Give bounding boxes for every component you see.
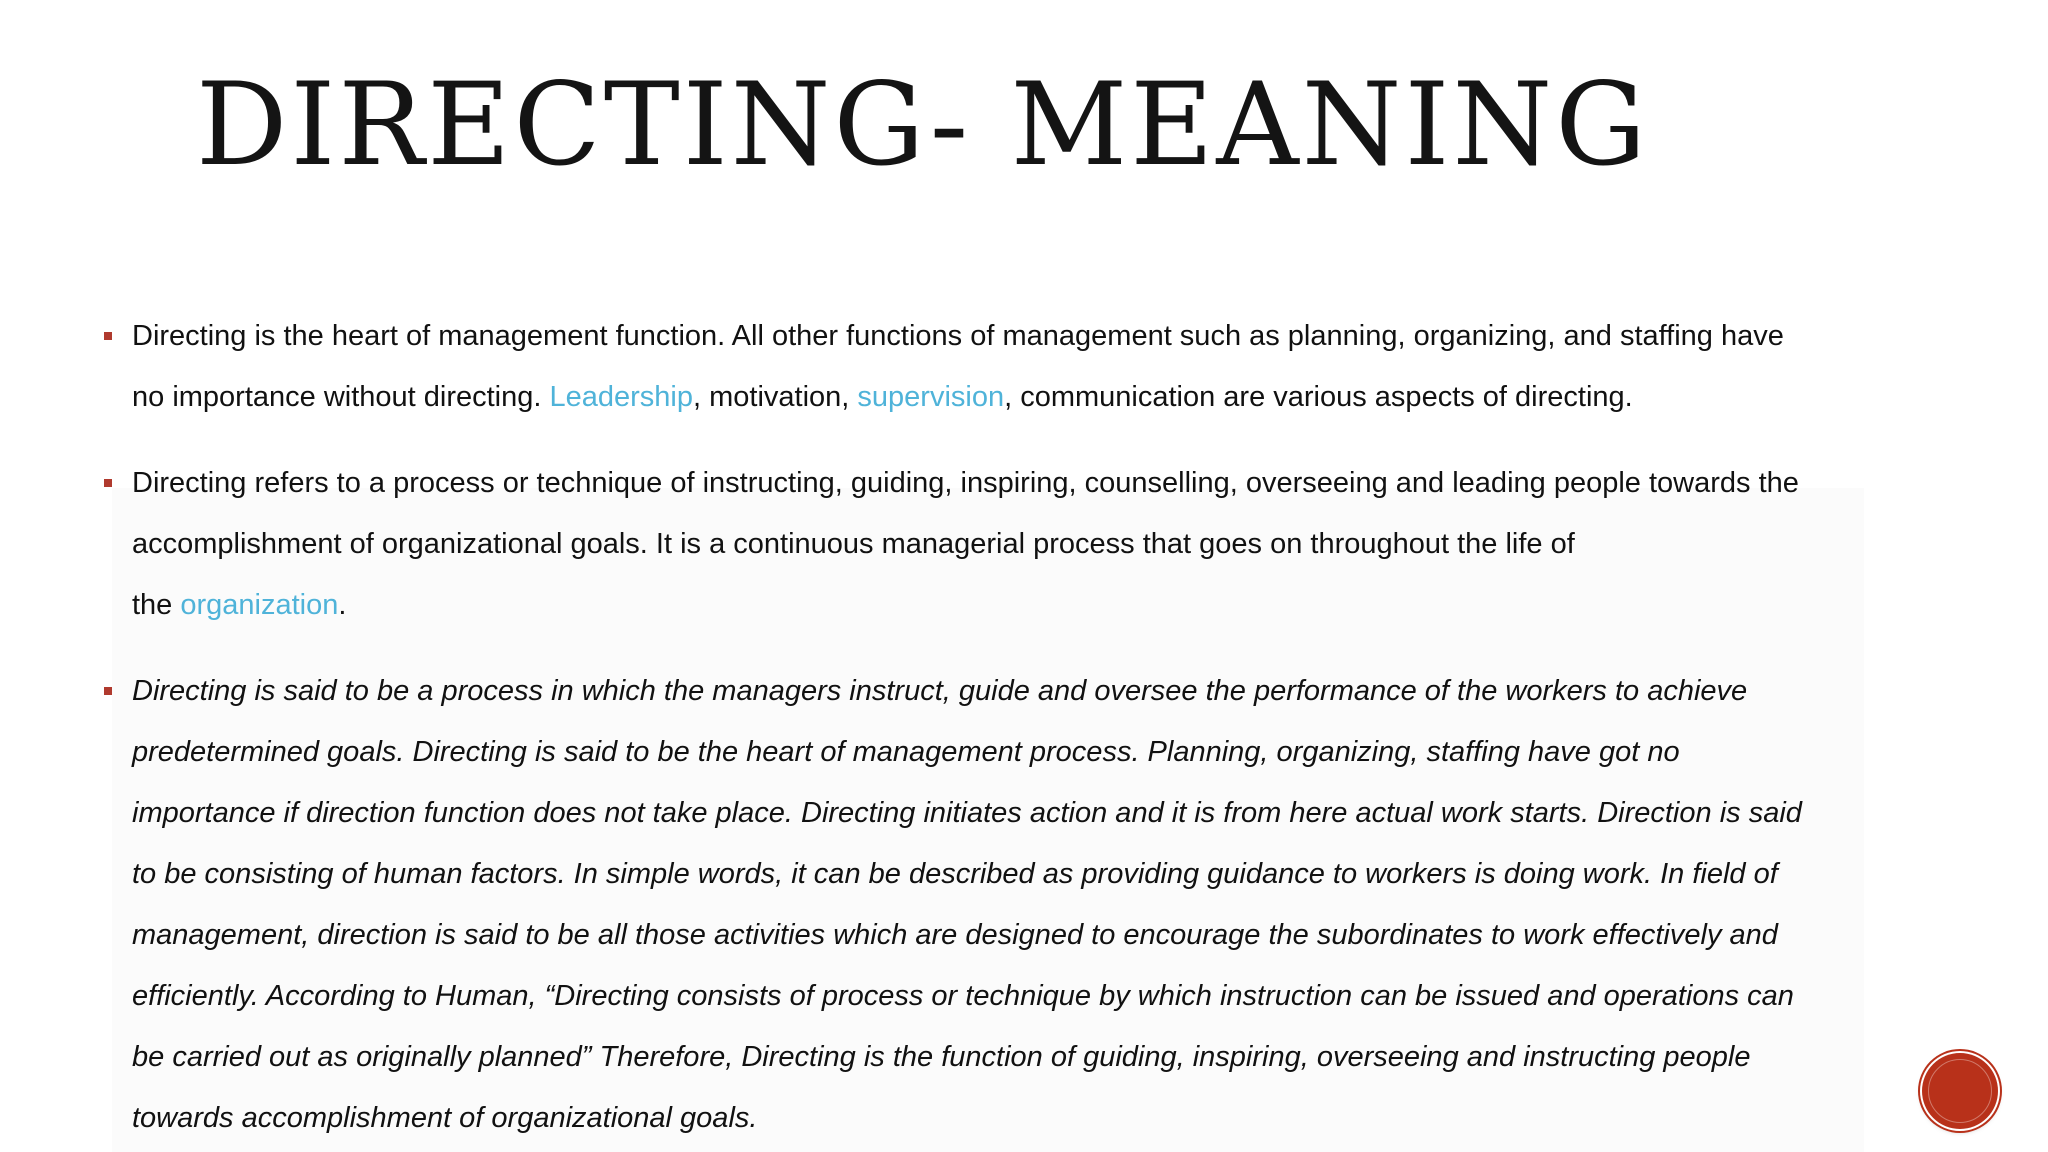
- text-line: [132, 1088, 1880, 1149]
- bullet-point: [100, 306, 1880, 428]
- text-line: [132, 306, 1880, 367]
- organization-link[interactable]: organization: [180, 589, 339, 621]
- slide-title: DIRECTING- MEANING: [196, 58, 1650, 191]
- text-line: [132, 905, 1880, 966]
- slide-content: [100, 306, 1880, 1149]
- text-line: [132, 661, 1880, 722]
- bullet-marker: [104, 479, 112, 487]
- slide-nav-button[interactable]: [1922, 1053, 1998, 1129]
- text-span: Directing is said to be a process in which the managers instruct, guide and oversee the performance of the workers to achieve: [132, 675, 1748, 707]
- text-span: no importance without directing.: [132, 381, 550, 413]
- text-line: [132, 367, 1880, 428]
- text-span: , communication are various aspects of directing.: [1004, 381, 1633, 413]
- text-span: management, direction is said to be all those activities which are designed to encourage the subordinates to work effectively and: [132, 919, 1778, 951]
- bullet-marker: [104, 332, 112, 340]
- text-span: the: [132, 589, 181, 621]
- text-line: [132, 1027, 1880, 1088]
- supervision-link[interactable]: supervision: [857, 381, 1005, 413]
- text-span: be carried out as originally planned” Therefore, Directing is the function of guiding, inspiring, overseeing and instructing people: [132, 1041, 1751, 1073]
- text-span: , motivation,: [693, 381, 858, 413]
- text-span: to be consisting of human factors. In simple words, it can be described as providing guidance to workers is doing work. In field of: [132, 858, 1778, 890]
- text-line: [132, 575, 1880, 636]
- text-span: efficiently. According to Human, “Directing consists of process or technique by which instruction can be issued and operations can: [132, 980, 1794, 1012]
- bullet-marker: [104, 687, 112, 695]
- text-line: [132, 514, 1880, 575]
- text-line: [132, 783, 1880, 844]
- text-span: Directing is the heart of management function. All other functions of management such as planning, organizing, and staffing have: [132, 320, 1784, 352]
- text-line: [132, 722, 1880, 783]
- text-line: [132, 844, 1880, 905]
- text-span: towards accomplishment of organizational goals.: [132, 1102, 758, 1134]
- text-span: Directing refers to a process or technique of instructing, guiding, inspiring, counselling, overseeing and leading people towards the: [132, 467, 1799, 499]
- text-span: importance if direction function does not take place. Directing initiates action and it is from here actual work starts. Direction is said: [132, 797, 1802, 829]
- text-span: .: [338, 589, 347, 621]
- nav-circle-icon: [1928, 1059, 1992, 1123]
- text-span: accomplishment of organizational goals. It is a continuous managerial process that goes on throughout the life of: [132, 528, 1575, 560]
- bullet-point: [100, 453, 1880, 636]
- leadership-link[interactable]: Leadership: [549, 381, 693, 413]
- text-span: predetermined goals. Directing is said to be the heart of management process. Planning, organizing, staffing have got no: [132, 736, 1680, 768]
- text-line: [132, 453, 1880, 514]
- text-line: [132, 966, 1880, 1027]
- bullet-point: [100, 661, 1880, 1149]
